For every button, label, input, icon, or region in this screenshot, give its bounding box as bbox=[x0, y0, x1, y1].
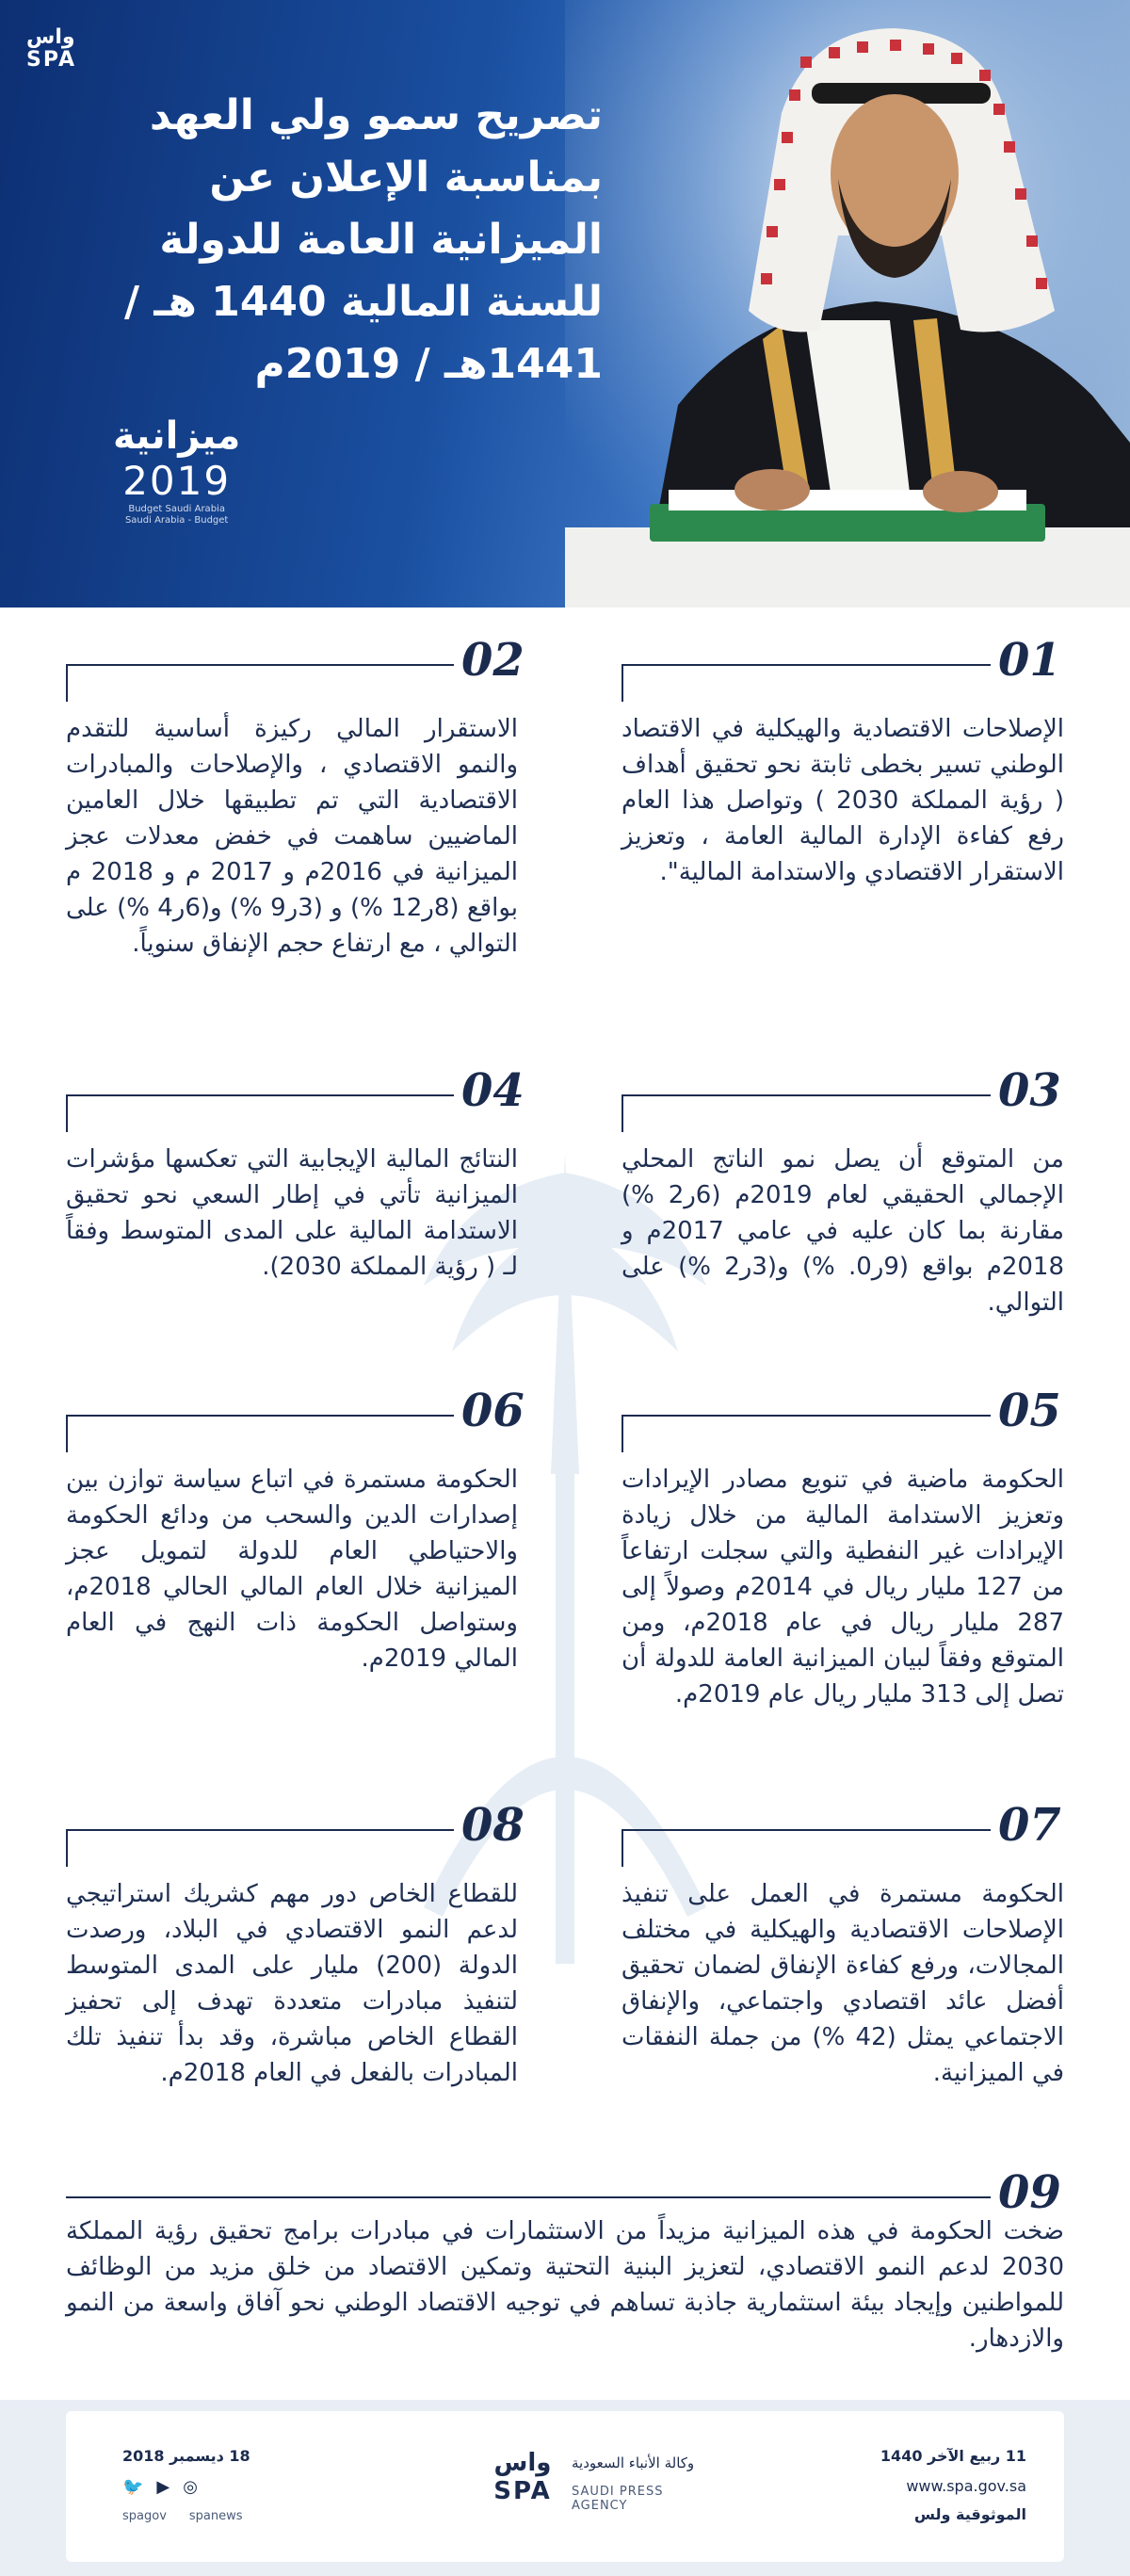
section-text: الإصلاحات الاقتصادية والهيكلية في الاقتصاد الوطني تسير بخطى ثابتة نحو تحقيق أهداف ( رؤية المملكة 2030 ) وتواصل هذا العام رفع كفاءة الإدارة المالية العامة ، وتعزيز الاستقرار الاقتصادي والاستدامة المالية". bbox=[622, 715, 1064, 886]
instagram-icon[interactable]: ◎ bbox=[183, 2477, 198, 2497]
youtube-icon[interactable]: ▶ bbox=[156, 2477, 170, 2497]
budget-2019-logo bbox=[113, 414, 240, 527]
spa-footer-logo bbox=[485, 2449, 702, 2534]
section-number: 01 bbox=[998, 634, 1061, 687]
crown-prince-portrait bbox=[565, 0, 1130, 608]
social-handle[interactable]: spanews bbox=[188, 2509, 243, 2523]
agency-name-english: SAUDI PRESS AGENCY bbox=[572, 2485, 664, 2513]
statement-content bbox=[0, 608, 1130, 2359]
section-divider bbox=[622, 664, 623, 702]
budget-logo-sub: Budget Saudi Arabia bbox=[128, 504, 225, 514]
spa-logo bbox=[26, 26, 76, 72]
section-number: 02 bbox=[461, 634, 525, 687]
section-text: من المتوقع أن يصل نمو الناتج المحلي الإجمالي الحقيقي لعام 2019م (6ر2 %) مقارنة بما كان عليه في عامي 2017م و 2018م بواقع (9ر0. %) و(3ر2 %) على التوالي. bbox=[622, 1145, 1065, 1317]
title-line: تصريح سمو ولي العهد bbox=[149, 91, 603, 139]
budget-logo-year: 2019 bbox=[122, 458, 232, 504]
section-text: الاستقرار المالي ركيزة أساسية للتقدم والنمو الاقتصادي ، والإصلاحات والمبادرات الاقتصادية التي تم تطبيقها خلال العامين الماضيين ساهمت في خفض معدلات عجز الميزانية في 2016م و 2017 م و 2018 م بواقع (8ر12 %) و (3ر9 %) و(6ر4 %) على التوالي ، مع ارتفاع حجم الإنفاق سنوياً. bbox=[66, 715, 518, 958]
twitter-icon[interactable]: 🐦 bbox=[122, 2477, 144, 2497]
section-divider bbox=[622, 1415, 623, 1452]
footer-card bbox=[66, 2411, 1064, 2562]
section-divider bbox=[622, 1094, 623, 1132]
section-divider bbox=[622, 1094, 991, 1096]
section-divider bbox=[66, 1415, 68, 1452]
social-icons bbox=[122, 2477, 198, 2497]
agency-name-arabic: وكالة الأنباء السعودية bbox=[572, 2454, 695, 2471]
hijri-date: 11 ربيع الآخر 1440 bbox=[880, 2447, 1026, 2465]
header-banner bbox=[0, 0, 1130, 608]
section-divider bbox=[66, 1829, 68, 1867]
page-title bbox=[75, 85, 603, 396]
section-divider bbox=[66, 1829, 454, 1831]
section-number: 07 bbox=[998, 1799, 1061, 1852]
section-divider bbox=[622, 1829, 991, 1831]
section-text: ضخت الحكومة في هذه الميزانية مزيداً من الاستثمارات في مبادرات برامج تحقيق رؤية المملكة 2030 لدعم النمو الاقتصادي، لتعزيز البنية التحتية وتمكين الاقتصاد من خلق مزيد من الوظائف للمواطنين وإيجاد بيئة استثمارية جاذبة تساهم في توجيه الاقتصاد الوطني نحو آفاق واسعة من النمو والازدهار. bbox=[66, 2217, 1064, 2353]
spa-logo-latin: SPA bbox=[493, 2477, 552, 2505]
section-divider bbox=[622, 664, 991, 666]
section-number: 03 bbox=[998, 1064, 1061, 1117]
section-divider bbox=[66, 2196, 991, 2198]
section-text: الحكومة مستمرة في اتباع سياسة توازن بين إصدارات الدين والسحب من ودائع الحكومة والاحتياطي العام للدولة لتمويل عجز الميزانية خلال العام المالي الحالي 2018م، وستواصل الحكومة ذات النهج في العام المالي 2019م. bbox=[66, 1466, 518, 1673]
section-text: النتائج المالية الإيجابية التي تعكسها مؤشرات الميزانية تأتي في إطار السعي نحو تحقيق الاستدامة المالية على المدى المتوسط وفقاً لـ ( رؤية المملكة 2030). bbox=[66, 1145, 518, 1281]
section-text: للقطاع الخاص دور مهم كشريك استراتيجي لدعم النمو الاقتصادي في البلاد، ورصدت الدولة (200) مليار على المدى المتوسط لتنفيذ مبادرات متعددة تهدف إلى تحفيز القطاع الخاص مباشرة، وقد بدأ تنفيذ تلك المبادرات بالفعل في العام 2018م. bbox=[66, 1880, 518, 2087]
section-divider bbox=[66, 1094, 68, 1132]
social-handle[interactable]: spagov bbox=[122, 2509, 167, 2523]
section-divider bbox=[66, 1094, 454, 1096]
spa-logo-arabic: واس bbox=[493, 2449, 552, 2477]
spa-logo-mark bbox=[485, 2449, 560, 2505]
spa-logo-latin: SPA bbox=[26, 48, 76, 72]
section-divider bbox=[622, 1829, 623, 1867]
section-number: 09 bbox=[998, 2166, 1061, 2219]
section-text: الحكومة مستمرة في العمل على تنفيذ الإصلاحات الاقتصادية والهيكلية في مختلف المجالات، ورفع كفاءة الإنفاق لضمان تحقيق أفضل عائد اقتصادي واجتماعي، والإنفاق الاجتماعي يمثل (42 %) من جملة النفقات في الميزانية. bbox=[622, 1880, 1064, 2087]
section-number: 05 bbox=[998, 1385, 1061, 1437]
footer bbox=[0, 2400, 1130, 2576]
gregorian-date: 18 ديسمبر 2018 bbox=[122, 2447, 250, 2465]
title-line: 1441هـ / 2019م bbox=[254, 340, 603, 388]
title-line: بمناسبة الإعلان عن bbox=[209, 154, 603, 202]
section-divider bbox=[622, 1415, 991, 1417]
section-number: 08 bbox=[461, 1799, 525, 1852]
section-divider bbox=[66, 1415, 454, 1417]
section-divider bbox=[66, 664, 454, 666]
budget-logo-arabic: ميزانية bbox=[113, 414, 241, 458]
agency-slogan: الموثوقية ولس bbox=[913, 2505, 1026, 2523]
social-handles bbox=[122, 2509, 243, 2523]
title-line: للسنة المالية 1440 هـ / bbox=[123, 278, 603, 326]
section-text: الحكومة ماضية في تنويع مصادر الإيرادات وتعزيز الاستدامة المالية من خلال زيادة الإيرادات غير النفطية والتي سجلت ارتفاعاً من 127 مليار ريال في 2014م وصولاً إلى 287 مليار ريال في عام 2018م، ومن المتوقع وفقاً لبيان الميزانية العامة للدولة أن تصل إلى 313 مليار ريال عام 2019م. bbox=[622, 1466, 1065, 1709]
section-divider bbox=[66, 664, 68, 702]
spa-logo-arabic: واس bbox=[26, 25, 75, 49]
budget-logo-sub: Saudi Arabia - Budget bbox=[124, 515, 229, 526]
section-number: 06 bbox=[461, 1385, 525, 1437]
section-number: 04 bbox=[461, 1064, 525, 1117]
website-link[interactable]: www.spa.gov.sa bbox=[906, 2477, 1026, 2495]
title-line: الميزانية العامة للدولة bbox=[159, 216, 603, 264]
